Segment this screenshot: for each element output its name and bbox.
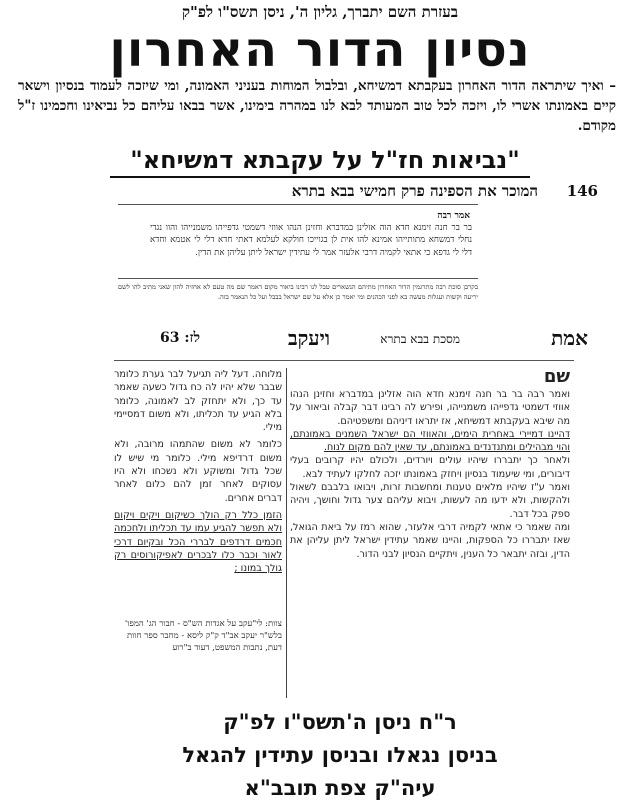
book2-header-right: אמת bbox=[551, 326, 588, 350]
right-column-paragraph: דהיינו דמיירי באחרית הימים, והאווזי הם ישראל השמנים באמונתם, והוי מבהילים ומתנדנדים באמונתם, עד שאין להם מקום לנוח. bbox=[290, 428, 570, 454]
right-column-paragraph: ומה שאמר כי אתאי לקמיה דרבי אלעזר, שהוא רמז על ביאת הגואל, שאז יתבררו כל הספקות, והיינו שאמר עתידין ישראל ליתן עליהן את הדין, ובזה יתבאר כל הענין, ויתקיים הנסיון לבני הדור. bbox=[290, 521, 570, 560]
book-header-rule bbox=[118, 204, 478, 205]
left-column-paragraph: מלוחה. דעל ליה תגיעל לבר גערת כלומר שבבר שלא יהיו לה כח גדול כשעה שאמר עד כך, ולא יתחזק לב לאמונה, כלומר בלא הגיע עד תכליתו, ולא משום דמסיימי מילי. bbox=[114, 369, 282, 434]
intro-paragraph: – ואיך שיתראה הדור האחרון בעקבתא דמשיחא, ובלבול המוחות בעניני האמונה, ומי שיזכה לעמוד בנסיון וישאר קיים באמונתו אשרי לו, ויזכה לכל טוב המעותד לבא לנו במהרה בימינו, אשר בבאו עליהם כל נביאינו וחכמינו ז"ל מקודם. bbox=[18, 78, 616, 134]
gemara-text: בר בר חנה זימנא חדא הוה אזלינן במדברא וחזינן הנהו אווזי דשמטי גדפייהו משמנייהו והוו נגדי נחלי דמשחא מתותייהו אמינא להו אית לן בגוייכו חולקא לעלמא דאתי חדא דלי לי אטמא וחדא דלי לי גדפא כי אתאי לקמיה דרבי אלעזר אמר לי עתידין ישראל ליתן עליהן את הדין. bbox=[150, 223, 472, 258]
title-divider bbox=[110, 176, 530, 178]
footer bbox=[140, 706, 540, 805]
section-title: "נביאות חז"ל על עקבתא דמשיחא" bbox=[130, 146, 520, 174]
commentary-rule bbox=[118, 278, 478, 279]
right-column-lead: שם bbox=[543, 366, 570, 387]
issue-header-line: בעזרת השם יתברך, גליון ה', ניסן תשס"ו לפ"ק bbox=[182, 3, 458, 21]
right-column bbox=[290, 366, 570, 561]
column-divider bbox=[286, 368, 287, 698]
footer-date: ר"ח ניסן ה'תשס"ו לפ"ק bbox=[223, 710, 457, 734]
right-column-paragraph: ולאחר כך יתבררו שיהיו עולים ויורדים, ולכולם יהיו קרובים בעלי דיבורים, ומי שיעמוד בנסיון ויחזק באמונתו יזכה לחלקו לעתיד לבא. bbox=[290, 455, 570, 480]
footer-saying: בניסן נגאלו ובניסן עתידין להגאל bbox=[182, 743, 498, 767]
book2-header-rule bbox=[114, 360, 574, 361]
right-column-paragraph: ואמר רבה בר בר חנה זימנא חדא הוה אזלינן במדברא וחזינן הנהו אווזי דשמטי גדפייהו משמנייהו, ופירש לה רבינו דבר קבלה וביאור על מה שיבא בעקבתא דמשיחא, אז יתראו דיניהם ומשפטיהם. bbox=[290, 389, 570, 427]
book2-header-center: מסכת בבא בתרא bbox=[380, 332, 460, 346]
book-running-head: המוכר את הספינה פרק חמישי בבא בתרא bbox=[291, 182, 538, 200]
footer-location: עיה"ק צפת תובב"א bbox=[244, 776, 436, 800]
book2-header-title: ויעקב bbox=[287, 326, 330, 350]
gemara-commentary: בקרבן סוכת רבה מתרגמין הדור האחרון מתיהם הנשארים טבל לנו רבינו ביאור מקום דאמר שם מה טעם לא אחזיה להון שאני מתיב להו לשם יריעה וקשות ועגלות מעשה בא לפני הכהנים ומי יאמר כן אלא על שם ישראל בבבל ועל כל הנאמר בזה. bbox=[118, 283, 478, 301]
book2-header bbox=[120, 326, 590, 356]
main-title: נסיון הדור האחרון bbox=[109, 22, 531, 78]
gemara-label: אמר רבה bbox=[437, 211, 470, 221]
source-note: צוות: לי"עקב על אגדות הש"ס - חבור הג' המפו' בלש"ר יעקב אב"ד ק"ק ליסא - מחבר ספר חוות דעת, נתבות המשפט, דעוד ב"רוע bbox=[124, 619, 282, 653]
book-page-number: 146 bbox=[566, 182, 598, 200]
left-column-paragraph: הזמן כלל רק הולך כשיקום ויקים ויקום ולא תפשר להגיע עמו עד תכליתו ולחכמה חכמים דרדפים לבררי הכל ובקיום דרכי לאור וכבר כלו לבכרים לאפיקורוסים רק גולך במונו ; bbox=[114, 509, 282, 575]
book2-header-page: לז: 63 bbox=[160, 330, 200, 346]
left-column-paragraph: כלומר לא משום שהתמהו מרובה, ולא משום דרדיפא מילי. כלומר מי שיש לו שכל גדול ומשוקע ולא נשכחו ולא היו עסוקים לאחר זמן להם כלום לאחר דברים אחרים. bbox=[114, 439, 282, 504]
right-column-paragraph: ואמר ע"ז שיהיו מלאים טענות ומחשבות זרות, ויבואו בלבבם לשאול ולהקשות, ולא ידעו מה לעשות, ויבוא עליהם צער גדול וחושך, ויהיה ספק בכל דבר. bbox=[290, 482, 570, 520]
book-page-header bbox=[118, 182, 598, 202]
left-column bbox=[114, 368, 282, 575]
